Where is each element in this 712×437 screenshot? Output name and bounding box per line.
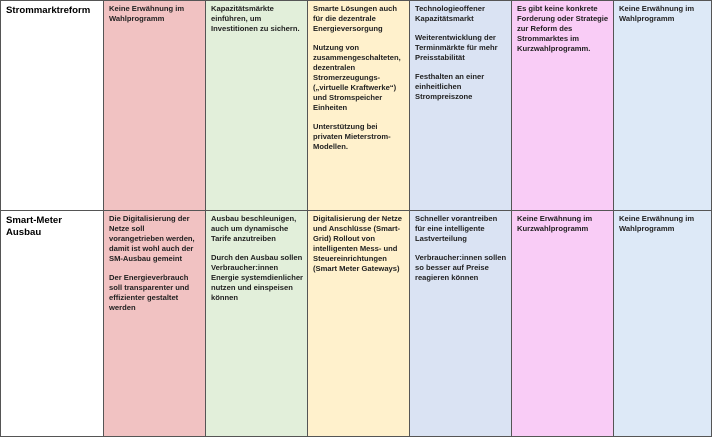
- table-row: [1, 1, 712, 211]
- cell-paragraph: Die Digitalisierung der Netze soll vorangetrieben werden, damit ist wohl auch der SM-Ausbau gemeint: [109, 214, 195, 263]
- row-topic: Strommarktreform: [1, 1, 104, 211]
- position-cell: [308, 1, 410, 211]
- cell-paragraph: Durch den Ausbau sollen Verbraucher:innen Energie systemdienlicher nutzen und einspeisen können: [211, 253, 304, 302]
- cell-paragraph: Unterstützung bei privaten Mieterstrom-Modellen.: [313, 122, 391, 151]
- row-topic: Smart-Meter Ausbau: [1, 211, 104, 437]
- position-cell: [614, 1, 712, 211]
- cell-paragraph: Schneller vorantreiben für eine intelligente Lastverteilung: [415, 214, 498, 243]
- cell-paragraph: Keine Erwähnung im Wahlprogramm: [619, 4, 695, 23]
- position-cell: [104, 211, 206, 437]
- cell-paragraph: Es gibt keine konkrete Forderung oder Strategie zur Reform des Strommarktes im Kurzwahlprogramm.: [517, 4, 609, 53]
- cell-paragraph: Verbraucher:innen sollen so besser auf Preise reagieren können: [415, 253, 507, 282]
- cell-paragraph: Kapazitätsmärkte einführen, um Investitionen zu sichern.: [211, 4, 300, 33]
- position-cell: [206, 1, 308, 211]
- cell-paragraph: Keine Erwähnung im Kurzwahlprogramm: [517, 214, 593, 233]
- cell-paragraph: Technologieoffener Kapazitätsmarkt: [415, 4, 485, 23]
- position-cell: [104, 1, 206, 211]
- position-cell: [512, 211, 614, 437]
- cell-paragraph: Festhalten an einer einheitlichen Strompreiszone: [415, 72, 485, 101]
- cell-paragraph: Smarte Lösungen auch für die dezentrale Energieversorgung: [313, 4, 397, 33]
- cell-paragraph: Keine Erwähnung im Wahlprogramm: [619, 214, 695, 233]
- position-cell: [614, 211, 712, 437]
- table-row: [1, 211, 712, 437]
- table-body: [1, 1, 712, 437]
- position-cell: [512, 1, 614, 211]
- position-cell: [410, 1, 512, 211]
- cell-paragraph: Der Energieverbrauch soll transparenter und effizienter gestaltet werden: [109, 273, 190, 312]
- position-cell: [410, 211, 512, 437]
- position-cell: [206, 211, 308, 437]
- cell-paragraph: Digitalisierung der Netze und Anschlüsse (Smart-Grid) Rollout von intelligenten Mess- und Steuereinrichtungen (Smart Meter Gateways): [313, 214, 403, 273]
- cell-paragraph: Nutzung von zusammengeschalteten, dezentralen Stromerzeugungs- („virtuelle Kraftwerke“) und Stromspeicher Einheiten: [313, 43, 401, 112]
- cell-paragraph: Keine Erwähnung im Wahlprogramm: [109, 4, 185, 23]
- cell-paragraph: Ausbau beschleunigen, auch um dynamische Tarife anzutreiben: [211, 214, 297, 243]
- position-cell: [308, 211, 410, 437]
- cell-paragraph: Weiterentwicklung der Terminmärkte für mehr Preisstabilität: [415, 33, 498, 62]
